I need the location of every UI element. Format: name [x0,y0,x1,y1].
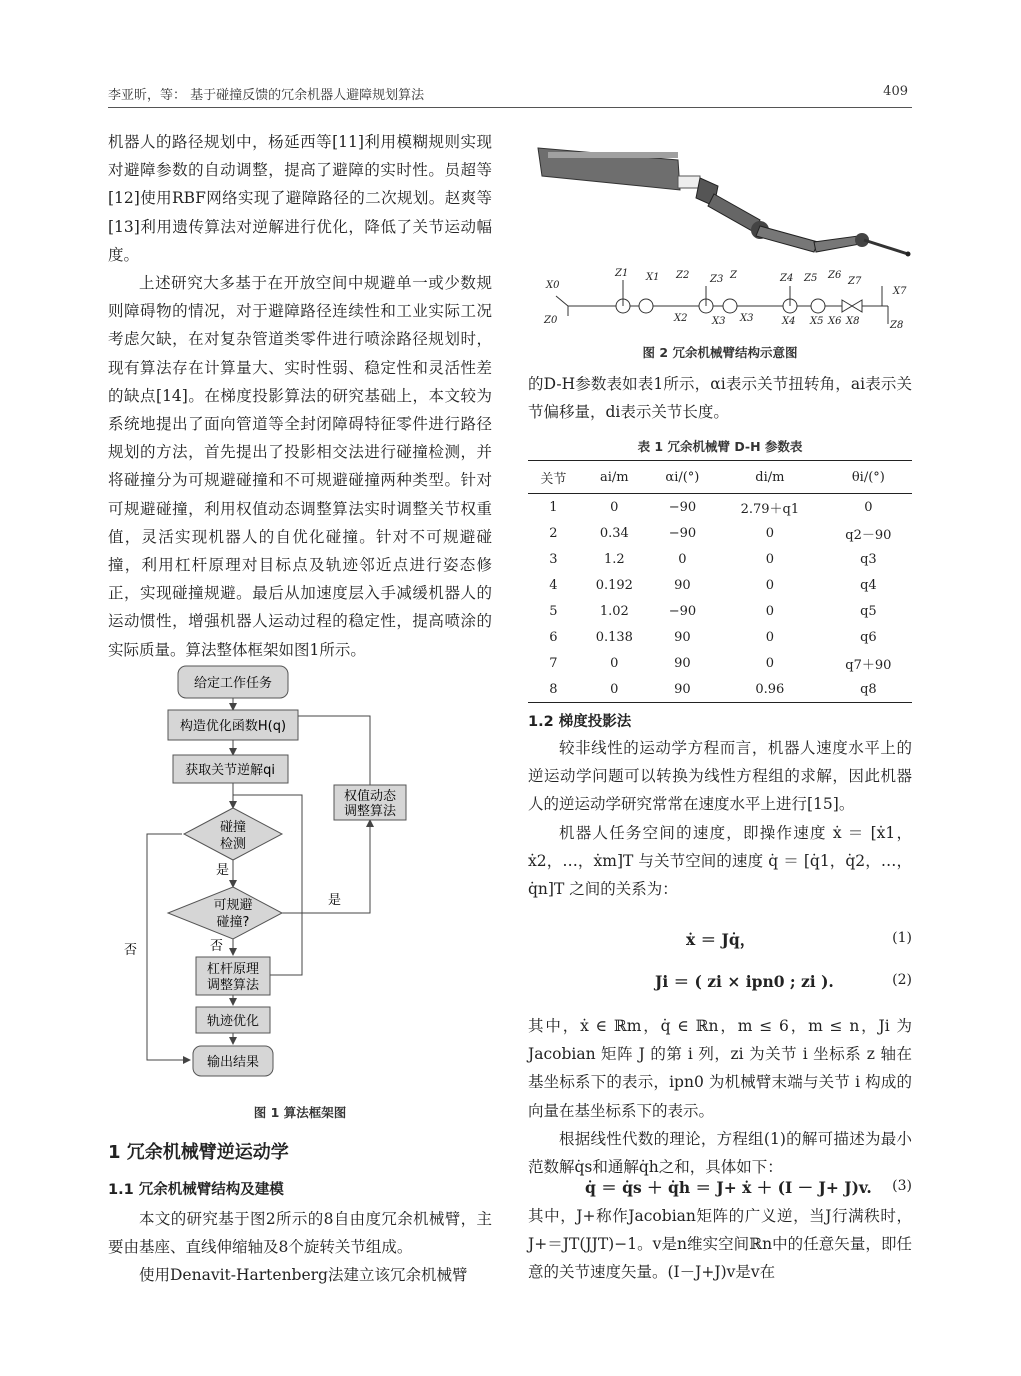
equation-3: q̇ ＝ q̇s ＋ q̇h ＝ J+ ẋ ＋ (I － J+ J)v. [585,1178,872,1197]
svg-text:Z2: Z2 [676,270,690,281]
table-cell: 2.79＋q1 [740,501,800,517]
svg-text:Z8: Z8 [890,320,904,331]
table-header: di/m [715,461,825,494]
table-cell: 0 [765,629,774,645]
right-gradient-text [528,734,912,903]
build-label: 构造优化函数H(q) [179,719,287,734]
table-row [528,494,912,521]
table-cell: 0.96 [715,676,825,703]
table-cell: −90 [668,525,697,541]
svg-text:X5: X5 [810,316,824,327]
weight-label-2: 调整算法 [343,804,397,819]
header-title: 李亚昕，等： 基于碰撞反馈的冗余机器人避障规划算法 [108,88,425,103]
right-paragraph-1: 的D-H参数表如表1所示，αi表示关节扭转角，ai表示关节偏移量，di表示关节长度。 [528,375,912,422]
table-cell: q3 [860,551,877,567]
table-header: 关节 [528,461,579,494]
table-cell: 8 [528,676,579,703]
detect-label-1: 碰撞 [219,820,247,835]
section-1-heading: 1 冗余机械臂逆运动学 [108,1142,289,1163]
table-cell: 5 [549,603,558,619]
svg-text:X6: X6 [828,316,842,327]
svg-text:X1: X1 [646,272,660,283]
table-cell: q2－90 [845,527,892,543]
table-cell: q5 [860,603,877,619]
right-paragraph-6: 其中，J+称作Jacobian矩阵的广义逆，当J行满秩时，J+＝JT(JJT)−1。v是n维实空间ℝn中的任意矢量，即任意的关节速度矢量。(I－J+J)v是v在 [528,1207,912,1282]
left-paragraph-3: 本文的研究基于图2所示的8自由度冗余机械臂，主要由基座、直线伸缩轴及8个旋转关节组成。 [108,1210,492,1257]
table-row [528,572,912,598]
left-paragraph-2: 上述研究大多基于在开放空间中规避单一或少数规则障碍物的情况，对于避障路径连续性和工业实际工况考虑欠缺，在对复杂管道类零件进行喷涂路径规划时，现有算法存在计算量大、实时性弱、稳定性和灵活性差的缺点[14]。在梯度投影算法的研究基础上，本文较为系统地提出了面向管道等全封闭障碍特征零件进行路径规划的方法，首先提出了投影相交法进行碰撞检测，并将碰撞分为可规避碰撞和不可规避碰撞两种类型。针对可规避碰撞，利用权值动态调整算法实时调整关节权重值，灵活实现机器人的自优化碰撞。针对不可规避碰撞，利用杠杆原理对目标点及轨迹邻近点进行姿态修正，实现碰撞规避。最后从加速度层入手减缓机器人的运动惯性，增强机器人运动过程的稳定性，提高喷涂的实际质量。算法整体框架如图1所示。 [108,274,492,659]
figure-2-arm [528,118,912,336]
table-header: θi/(°) [825,461,912,494]
figure-2-caption: 图 2 冗余机械臂结构示意图 [642,345,798,360]
table-cell: −90 [668,603,697,619]
table-row [528,598,912,624]
table-cell: 0 [765,577,774,593]
left-intro [108,128,492,664]
table-row [528,520,912,546]
svg-text:Z6: Z6 [828,270,842,281]
table-cell: 0 [864,499,873,515]
table-1-caption: 表 1 冗余机械臂 D-H 参数表 [637,439,803,454]
equation-1: ẋ ＝ Jq̇， [686,930,756,949]
table-cell: 0 [579,676,650,703]
svg-text:Z7: Z7 [848,276,862,287]
svg-text:Z5: Z5 [804,273,818,284]
table-cell: 0.34 [599,525,629,541]
svg-text:Z3: Z3 [710,274,724,285]
no-label-2: 否 [210,939,224,954]
avoid-label-2: 碰撞? [216,915,250,930]
get-label: 获取关节逆解qi [185,763,275,778]
table-cell: 0 [610,499,619,515]
table-cell: −90 [668,499,697,515]
right-paragraph-4: 其中，ẋ ∈ ℝm，q̇ ∈ ℝn，m ≤ 6，m ≤ n，Ji 为 Jacobian 矩阵 J 的第 i 列，zi 为关节 i 坐标系 z 轴在基坐标系下的表示，ipn0 为机械臂末端与关节 i 构成的向量在基坐标系下的表示。 [528,1017,912,1120]
table-cell: 3 [549,551,558,567]
frame-labels [543,268,907,331]
svg-text:Z0: Z0 [544,315,558,326]
page-number: 409 [883,84,908,99]
equation-2: Ji ＝ ( zi × ipn0 ; zi ). [655,972,834,991]
left-section-1-text [108,1205,492,1290]
equation-2-number: (2) [892,972,912,988]
detect-label-2: 检测 [219,837,247,852]
table-header: αi/(°) [650,461,715,494]
dh-parameter-table [528,460,912,703]
table-cell: 0.192 [595,577,633,593]
lever-label-1: 杠杆原理 [206,962,260,977]
yes-label-1: 是 [216,863,230,878]
equation-1-number: (1) [892,930,912,946]
table-cell: q6 [860,629,877,645]
output-label: 输出结果 [206,1055,260,1070]
table-row [528,650,912,676]
running-header [108,84,908,103]
right-paragraph-2: 较非线性的运动学方程而言，机器人速度水平上的逆运动学问题可以转换为线性方程组的求解，因此机器人的逆运动学研究常常在速度水平上进行[15]。 [528,739,912,814]
table-header-row [528,461,912,494]
svg-text:X3: X3 [740,313,754,324]
table-cell: q4 [860,577,877,593]
svg-text:X8: X8 [846,316,860,327]
table-cell: 2 [549,525,558,541]
svg-text:Z4: Z4 [780,273,794,284]
table-cell: 0 [610,655,619,671]
avoid-node [168,887,282,939]
table-cell: 1.2 [603,551,625,567]
table-cell: 90 [674,655,691,671]
right-paragraph-5: 根据线性代数的理论，方程组(1)的解可描述为最小范数解q̇s和通解q̇h之和，具体如下： [528,1129,912,1177]
traj-label: 轨迹优化 [206,1014,260,1029]
right-paragraph-3: 机器人任务空间的速度，即操作速度 ẋ ＝ [ẋ1，ẋ2，…，ẋm]T 与关节空间的速度 q̇ ＝ [q̇1，q̇2，…，q̇n]T 之间的关系为： [528,823,912,899]
table-cell: 0 [765,603,774,619]
no-label-1: 否 [124,943,138,958]
svg-text:Z: Z [730,270,737,281]
section-1-1-heading: 1.1 冗余机械臂结构及建模 [108,1182,284,1198]
table-cell: 90 [650,676,715,703]
table-cell: q8 [825,676,912,703]
table-row [528,546,912,572]
yes-label-2: 是 [328,893,342,908]
figure-1-flowchart [120,660,440,1090]
section-1-2-heading: 1.2 梯度投影法 [528,714,632,730]
table-cell: 0 [765,525,774,541]
robot-arm-render [538,148,911,257]
start-label: 给定工作任务 [193,676,273,691]
table-cell: 0 [678,551,687,567]
table-cell: 1.02 [599,603,629,619]
table-row [528,676,912,703]
table-row [528,624,912,650]
left-paragraph-4: 使用Denavit-Hartenberg法建立该冗余机械臂 [139,1266,468,1285]
right-explain-text [528,1012,912,1181]
svg-text:X2: X2 [674,313,688,324]
table-cell: 0 [765,551,774,567]
avoid-label-1: 可规避 [213,898,253,913]
table-cell: 0.138 [595,629,633,645]
svg-text:X7: X7 [893,286,907,297]
right-final-text [528,1202,912,1287]
lever-label-2: 调整算法 [206,978,260,993]
table-cell: q7＋90 [845,657,892,673]
table-cell: 0 [765,655,774,671]
header-rule [108,107,912,108]
figure-1-caption: 图 1 算法框架图 [253,1105,347,1120]
table-cell: 90 [674,577,691,593]
svg-text:X0: X0 [546,280,560,291]
table-cell: 4 [549,577,558,593]
left-paragraph-1: 机器人的路径规划中，杨延西等[11]利用模糊规则实现对避障参数的自动调整，提高了避障的实时性。员超等[12]使用RBF网络实现了避障路径的二次规划。赵爽等[13]利用遗传算法对逆解进行优化，降低了关节运动幅度。 [108,133,492,264]
table-cell: 6 [549,629,558,645]
weight-label-1: 权值动态 [343,789,397,804]
table-cell: 7 [549,655,558,671]
svg-text:X4: X4 [782,316,796,327]
table-cell: 1 [549,499,558,515]
svg-text:X3: X3 [712,316,726,327]
table-cell: 90 [674,629,691,645]
right-intro [528,370,912,426]
svg-text:Z1: Z1 [615,268,629,279]
equation-3-number: (3) [892,1178,912,1194]
table-header: ai/m [579,461,650,494]
